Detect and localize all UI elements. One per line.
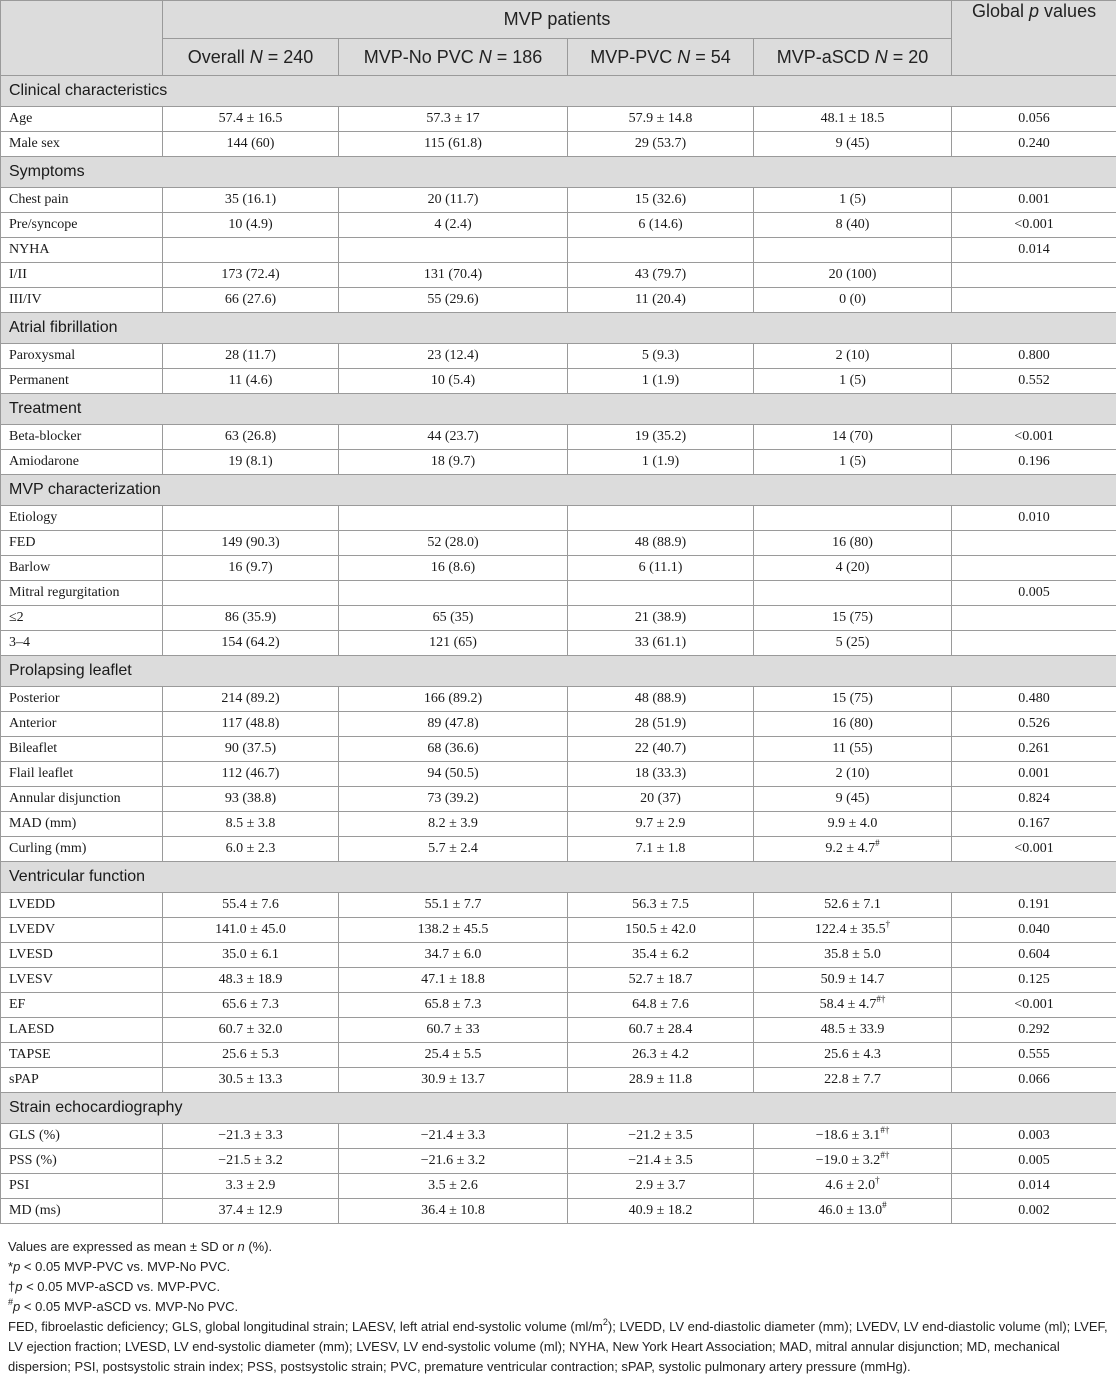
value-cell: 9.9 ± 4.0: [754, 812, 952, 837]
value-cell: 18 (9.7): [339, 450, 568, 475]
value-cell: 26.3 ± 4.2: [568, 1043, 754, 1068]
value-cell: [163, 581, 339, 606]
value-cell: 5 (9.3): [568, 344, 754, 369]
value-cell: [568, 238, 754, 263]
value-cell: 60.7 ± 28.4: [568, 1018, 754, 1043]
value-cell: 112 (46.7): [163, 762, 339, 787]
table-row: [1, 787, 1116, 812]
row-label: Chest pain: [1, 188, 163, 213]
table-row: [1, 450, 1116, 475]
table-row: [1, 1068, 1116, 1093]
p-value-cell: 0.196: [952, 450, 1116, 475]
value-cell: 9 (45): [754, 787, 952, 812]
value-cell: 52.6 ± 7.1: [754, 893, 952, 918]
row-label: Age: [1, 107, 163, 132]
value-cell: 35.4 ± 6.2: [568, 943, 754, 968]
footnote-values: Values are expressed as mean ± SD or n (%).: [8, 1239, 273, 1254]
value-cell: [568, 581, 754, 606]
value-cell: 30.9 ± 13.7: [339, 1068, 568, 1093]
p-value-cell: 0.005: [952, 581, 1116, 606]
table-row: [1, 737, 1116, 762]
value-cell: [754, 581, 952, 606]
value-cell: 141.0 ± 45.0: [163, 918, 339, 943]
value-cell: [163, 238, 339, 263]
table-row: [1, 188, 1116, 213]
table-row: [1, 107, 1116, 132]
row-label: Etiology: [1, 506, 163, 531]
table-row: [1, 132, 1116, 157]
row-label: MAD (mm): [1, 812, 163, 837]
value-cell: 173 (72.4): [163, 263, 339, 288]
column-header-4: MVP-aSCD N = 20: [754, 39, 952, 76]
value-cell: 138.2 ± 45.5: [339, 918, 568, 943]
value-cell: 16 (80): [754, 712, 952, 737]
table-row: [1, 581, 1116, 606]
value-cell: −21.5 ± 3.2: [163, 1149, 339, 1174]
table-row: [1, 1124, 1116, 1149]
value-cell: 48 (88.9): [568, 531, 754, 556]
value-cell: 57.3 ± 17: [339, 107, 568, 132]
value-cell: 35.8 ± 5.0: [754, 943, 952, 968]
value-cell: 48 (88.9): [568, 687, 754, 712]
table-row: [1, 893, 1116, 918]
value-cell: 58.4 ± 4.7#†: [754, 993, 952, 1018]
table-row: [1, 213, 1116, 238]
value-cell: 16 (8.6): [339, 556, 568, 581]
table-row: [1, 1174, 1116, 1199]
table-row: [1, 943, 1116, 968]
value-cell: 25.4 ± 5.5: [339, 1043, 568, 1068]
footnote-star: *p < 0.05 MVP-PVC vs. MVP-No PVC.: [8, 1259, 231, 1274]
p-value-cell: [952, 263, 1116, 288]
table-row: [1, 606, 1116, 631]
value-cell: 90 (37.5): [163, 737, 339, 762]
footnote-hash: #p < 0.05 MVP-aSCD vs. MVP-No PVC.: [8, 1297, 239, 1314]
value-cell: 29 (53.7): [568, 132, 754, 157]
row-label: Pre/syncope: [1, 213, 163, 238]
value-cell: 22 (40.7): [568, 737, 754, 762]
row-label: Annular disjunction: [1, 787, 163, 812]
section-row: [1, 656, 1116, 687]
value-cell: 144 (60): [163, 132, 339, 157]
p-value-cell: [952, 531, 1116, 556]
value-cell: 6.0 ± 2.3: [163, 837, 339, 862]
p-value-cell: [952, 288, 1116, 313]
value-cell: 25.6 ± 5.3: [163, 1043, 339, 1068]
table-row: [1, 762, 1116, 787]
row-label: I/II: [1, 263, 163, 288]
value-cell: 2 (10): [754, 762, 952, 787]
p-value-cell: 0.125: [952, 968, 1116, 993]
value-cell: 73 (39.2): [339, 787, 568, 812]
table-row: [1, 993, 1116, 1018]
value-cell: 21 (38.9): [568, 606, 754, 631]
value-cell: 66 (27.6): [163, 288, 339, 313]
value-cell: 6 (14.6): [568, 213, 754, 238]
table-row: [1, 1149, 1116, 1174]
value-cell: 15 (32.6): [568, 188, 754, 213]
p-value-cell: 0.014: [952, 1174, 1116, 1199]
p-value-cell: 0.552: [952, 369, 1116, 394]
table-row: [1, 369, 1116, 394]
value-cell: 1 (1.9): [568, 450, 754, 475]
table-row: [1, 344, 1116, 369]
value-cell: −21.3 ± 3.3: [163, 1124, 339, 1149]
row-label: Permanent: [1, 369, 163, 394]
row-label: PSS (%): [1, 1149, 163, 1174]
value-cell: 47.1 ± 18.8: [339, 968, 568, 993]
header-corner-cell: [1, 1, 163, 76]
value-cell: 33 (61.1): [568, 631, 754, 656]
value-cell: 149 (90.3): [163, 531, 339, 556]
row-label: GLS (%): [1, 1124, 163, 1149]
table-row: [1, 556, 1116, 581]
section-title: Clinical characteristics: [1, 76, 1116, 107]
value-cell: 40.9 ± 18.2: [568, 1199, 754, 1224]
p-value-cell: 0.005: [952, 1149, 1116, 1174]
value-cell: 65 (35): [339, 606, 568, 631]
section-row: [1, 394, 1116, 425]
value-cell: 11 (20.4): [568, 288, 754, 313]
p-value-cell: 0.001: [952, 762, 1116, 787]
row-label: FED: [1, 531, 163, 556]
group-header-mvp-patients: MVP patients: [163, 1, 952, 39]
value-cell: 18 (33.3): [568, 762, 754, 787]
table-row: [1, 631, 1116, 656]
table-row: [1, 712, 1116, 737]
value-cell: 64.8 ± 7.6: [568, 993, 754, 1018]
table-row: [1, 238, 1116, 263]
value-cell: 19 (35.2): [568, 425, 754, 450]
column-header-1: Overall N = 240: [163, 39, 339, 76]
value-cell: 5.7 ± 2.4: [339, 837, 568, 862]
value-cell: 2.9 ± 3.7: [568, 1174, 754, 1199]
table-row: [1, 687, 1116, 712]
value-cell: 20 (37): [568, 787, 754, 812]
row-label: Posterior: [1, 687, 163, 712]
p-value-cell: 0.480: [952, 687, 1116, 712]
value-cell: 117 (48.8): [163, 712, 339, 737]
table-row: [1, 918, 1116, 943]
value-cell: 23 (12.4): [339, 344, 568, 369]
value-cell: 68 (36.6): [339, 737, 568, 762]
p-value-cell: 0.555: [952, 1043, 1116, 1068]
value-cell: 57.9 ± 14.8: [568, 107, 754, 132]
section-row: [1, 157, 1116, 188]
value-cell: 52.7 ± 18.7: [568, 968, 754, 993]
value-cell: 93 (38.8): [163, 787, 339, 812]
section-title: Strain echocardiography: [1, 1093, 1116, 1124]
p-value-cell: 0.014: [952, 238, 1116, 263]
row-label: Anterior: [1, 712, 163, 737]
p-value-cell: <0.001: [952, 425, 1116, 450]
value-cell: [339, 581, 568, 606]
section-row: [1, 76, 1116, 107]
value-cell: 44 (23.7): [339, 425, 568, 450]
row-label: Paroxysmal: [1, 344, 163, 369]
value-cell: 57.4 ± 16.5: [163, 107, 339, 132]
section-row: [1, 1093, 1116, 1124]
value-cell: 131 (70.4): [339, 263, 568, 288]
p-value-cell: 0.002: [952, 1199, 1116, 1224]
row-label: LVEDD: [1, 893, 163, 918]
table-row: [1, 968, 1116, 993]
value-cell: 8 (40): [754, 213, 952, 238]
p-value-cell: 0.604: [952, 943, 1116, 968]
value-cell: 8.5 ± 3.8: [163, 812, 339, 837]
column-header-2: MVP-No PVC N = 186: [339, 39, 568, 76]
value-cell: 214 (89.2): [163, 687, 339, 712]
value-cell: 6 (11.1): [568, 556, 754, 581]
value-cell: 56.3 ± 7.5: [568, 893, 754, 918]
row-label: LVEDV: [1, 918, 163, 943]
value-cell: 48.1 ± 18.5: [754, 107, 952, 132]
value-cell: 55.1 ± 7.7: [339, 893, 568, 918]
value-cell: −21.2 ± 3.5: [568, 1124, 754, 1149]
value-cell: 89 (47.8): [339, 712, 568, 737]
row-label: Amiodarone: [1, 450, 163, 475]
value-cell: 14 (70): [754, 425, 952, 450]
section-title: Ventricular function: [1, 862, 1116, 893]
value-cell: 115 (61.8): [339, 132, 568, 157]
value-cell: 15 (75): [754, 606, 952, 631]
value-cell: [568, 506, 754, 531]
value-cell: 1 (5): [754, 369, 952, 394]
table-row: [1, 263, 1116, 288]
value-cell: 48.5 ± 33.9: [754, 1018, 952, 1043]
row-label: NYHA: [1, 238, 163, 263]
row-label: MD (ms): [1, 1199, 163, 1224]
p-value-cell: 0.010: [952, 506, 1116, 531]
value-cell: 65.8 ± 7.3: [339, 993, 568, 1018]
value-cell: 9.7 ± 2.9: [568, 812, 754, 837]
p-value-cell: [952, 631, 1116, 656]
value-cell: 34.7 ± 6.0: [339, 943, 568, 968]
value-cell: 28 (51.9): [568, 712, 754, 737]
value-cell: 30.5 ± 13.3: [163, 1068, 339, 1093]
value-cell: 63 (26.8): [163, 425, 339, 450]
section-title: MVP characterization: [1, 475, 1116, 506]
p-value-cell: 0.800: [952, 344, 1116, 369]
p-value-cell: 0.292: [952, 1018, 1116, 1043]
value-cell: 43 (79.7): [568, 263, 754, 288]
p-value-cell: 0.261: [952, 737, 1116, 762]
value-cell: 20 (100): [754, 263, 952, 288]
value-cell: 8.2 ± 3.9: [339, 812, 568, 837]
row-label: Mitral regurgitation: [1, 581, 163, 606]
row-label: 3–4: [1, 631, 163, 656]
row-label: EF: [1, 993, 163, 1018]
value-cell: 16 (9.7): [163, 556, 339, 581]
value-cell: −21.4 ± 3.5: [568, 1149, 754, 1174]
row-label: LAESD: [1, 1018, 163, 1043]
value-cell: [754, 238, 952, 263]
global-p-values-label: Global p values: [971, 1, 1097, 21]
value-cell: [339, 238, 568, 263]
value-cell: 36.4 ± 10.8: [339, 1199, 568, 1224]
value-cell: 1 (1.9): [568, 369, 754, 394]
p-value-cell: 0.066: [952, 1068, 1116, 1093]
p-value-cell: 0.191: [952, 893, 1116, 918]
footnote-dagger: †p < 0.05 MVP-aSCD vs. MVP-PVC.: [8, 1279, 221, 1294]
value-cell: 25.6 ± 4.3: [754, 1043, 952, 1068]
row-label: Barlow: [1, 556, 163, 581]
value-cell: 86 (35.9): [163, 606, 339, 631]
value-cell: [339, 506, 568, 531]
value-cell: 46.0 ± 13.0#: [754, 1199, 952, 1224]
value-cell: 4 (2.4): [339, 213, 568, 238]
table-row: [1, 531, 1116, 556]
value-cell: 52 (28.0): [339, 531, 568, 556]
p-value-cell: <0.001: [952, 837, 1116, 862]
p-value-cell: [952, 556, 1116, 581]
p-value-cell: 0.001: [952, 188, 1116, 213]
value-cell: −19.0 ± 3.2#†: [754, 1149, 952, 1174]
value-cell: 154 (64.2): [163, 631, 339, 656]
value-cell: 11 (4.6): [163, 369, 339, 394]
section-row: [1, 862, 1116, 893]
value-cell: 9 (45): [754, 132, 952, 157]
section-title: Symptoms: [1, 157, 1116, 188]
table-footnotes: [8, 1237, 1108, 1377]
p-value-cell: <0.001: [952, 213, 1116, 238]
value-cell: 50.9 ± 14.7: [754, 968, 952, 993]
value-cell: 35.0 ± 6.1: [163, 943, 339, 968]
value-cell: 2 (10): [754, 344, 952, 369]
value-cell: 166 (89.2): [339, 687, 568, 712]
section-title: Atrial fibrillation: [1, 313, 1116, 344]
value-cell: 19 (8.1): [163, 450, 339, 475]
row-label: Flail leaflet: [1, 762, 163, 787]
value-cell: 10 (4.9): [163, 213, 339, 238]
value-cell: 28 (11.7): [163, 344, 339, 369]
row-label: Beta-blocker: [1, 425, 163, 450]
p-value-cell: 0.526: [952, 712, 1116, 737]
p-value-cell: <0.001: [952, 993, 1116, 1018]
column-header-3: MVP-PVC N = 54: [568, 39, 754, 76]
value-cell: 35 (16.1): [163, 188, 339, 213]
table-row: [1, 288, 1116, 313]
value-cell: 122.4 ± 35.5†: [754, 918, 952, 943]
row-label: TAPSE: [1, 1043, 163, 1068]
table-row: [1, 1043, 1116, 1068]
value-cell: 3.5 ± 2.6: [339, 1174, 568, 1199]
value-cell: 10 (5.4): [339, 369, 568, 394]
p-value-cell: 0.056: [952, 107, 1116, 132]
value-cell: −18.6 ± 3.1#†: [754, 1124, 952, 1149]
table-row: [1, 812, 1116, 837]
value-cell: 60.7 ± 33: [339, 1018, 568, 1043]
row-label: PSI: [1, 1174, 163, 1199]
row-label: Bileaflet: [1, 737, 163, 762]
row-label: III/IV: [1, 288, 163, 313]
table-row: [1, 837, 1116, 862]
section-title: Prolapsing leaflet: [1, 656, 1116, 687]
value-cell: 3.3 ± 2.9: [163, 1174, 339, 1199]
value-cell: 22.8 ± 7.7: [754, 1068, 952, 1093]
row-label: LVESV: [1, 968, 163, 993]
value-cell: [163, 506, 339, 531]
table-row: [1, 1018, 1116, 1043]
value-cell: 9.2 ± 4.7#: [754, 837, 952, 862]
value-cell: 11 (55): [754, 737, 952, 762]
table-body: [1, 76, 1116, 1224]
p-value-cell: 0.167: [952, 812, 1116, 837]
value-cell: 48.3 ± 18.9: [163, 968, 339, 993]
value-cell: 121 (65): [339, 631, 568, 656]
section-title: Treatment: [1, 394, 1116, 425]
p-value-cell: [952, 606, 1116, 631]
section-row: [1, 475, 1116, 506]
global-p-values-header: [952, 1, 1116, 76]
value-cell: 16 (80): [754, 531, 952, 556]
value-cell: [754, 506, 952, 531]
value-cell: 150.5 ± 42.0: [568, 918, 754, 943]
footnote-abbreviations: FED, fibroelastic deficiency; GLS, global longitudinal strain; LAESV, left atrial end-systolic volume $(ml/m^2)$; LVEDD, LV end-diastolic diameter (mm); LVEDV, LV end-diastolic volume (ml); LVEF, LV ejection fraction; LVESD, LV end-systolic diameter (mm); LVESV, LV end-systolic volume (ml); NYHA, New York Heart Association; MAD, mitral annular disjunction; MD, mechanical dispersion; PSI, postsystolic strain index; PSS, postsystolic strain; PVC, premature ventricular contraction; sPAP, systolic pulmonary artery pressure (mmHg).: [8, 1317, 1108, 1374]
value-cell: 4.6 ± 2.0†: [754, 1174, 952, 1199]
value-cell: 94 (50.5): [339, 762, 568, 787]
value-cell: 0 (0): [754, 288, 952, 313]
row-label: Male sex: [1, 132, 163, 157]
value-cell: 15 (75): [754, 687, 952, 712]
row-label: Curling (mm): [1, 837, 163, 862]
value-cell: 55 (29.6): [339, 288, 568, 313]
table-row: [1, 425, 1116, 450]
value-cell: 37.4 ± 12.9: [163, 1199, 339, 1224]
value-cell: 60.7 ± 32.0: [163, 1018, 339, 1043]
table-row: [1, 1199, 1116, 1224]
p-value-cell: 0.240: [952, 132, 1116, 157]
p-value-cell: 0.824: [952, 787, 1116, 812]
value-cell: 20 (11.7): [339, 188, 568, 213]
value-cell: 1 (5): [754, 450, 952, 475]
value-cell: −21.4 ± 3.3: [339, 1124, 568, 1149]
value-cell: 28.9 ± 11.8: [568, 1068, 754, 1093]
row-label: sPAP: [1, 1068, 163, 1093]
section-row: [1, 313, 1116, 344]
p-value-cell: 0.003: [952, 1124, 1116, 1149]
row-label: LVESD: [1, 943, 163, 968]
value-cell: 65.6 ± 7.3: [163, 993, 339, 1018]
value-cell: 1 (5): [754, 188, 952, 213]
value-cell: 7.1 ± 1.8: [568, 837, 754, 862]
value-cell: 4 (20): [754, 556, 952, 581]
value-cell: 55.4 ± 7.6: [163, 893, 339, 918]
value-cell: −21.6 ± 3.2: [339, 1149, 568, 1174]
p-value-cell: 0.040: [952, 918, 1116, 943]
row-label: ≤2: [1, 606, 163, 631]
table-row: [1, 506, 1116, 531]
value-cell: 5 (25): [754, 631, 952, 656]
